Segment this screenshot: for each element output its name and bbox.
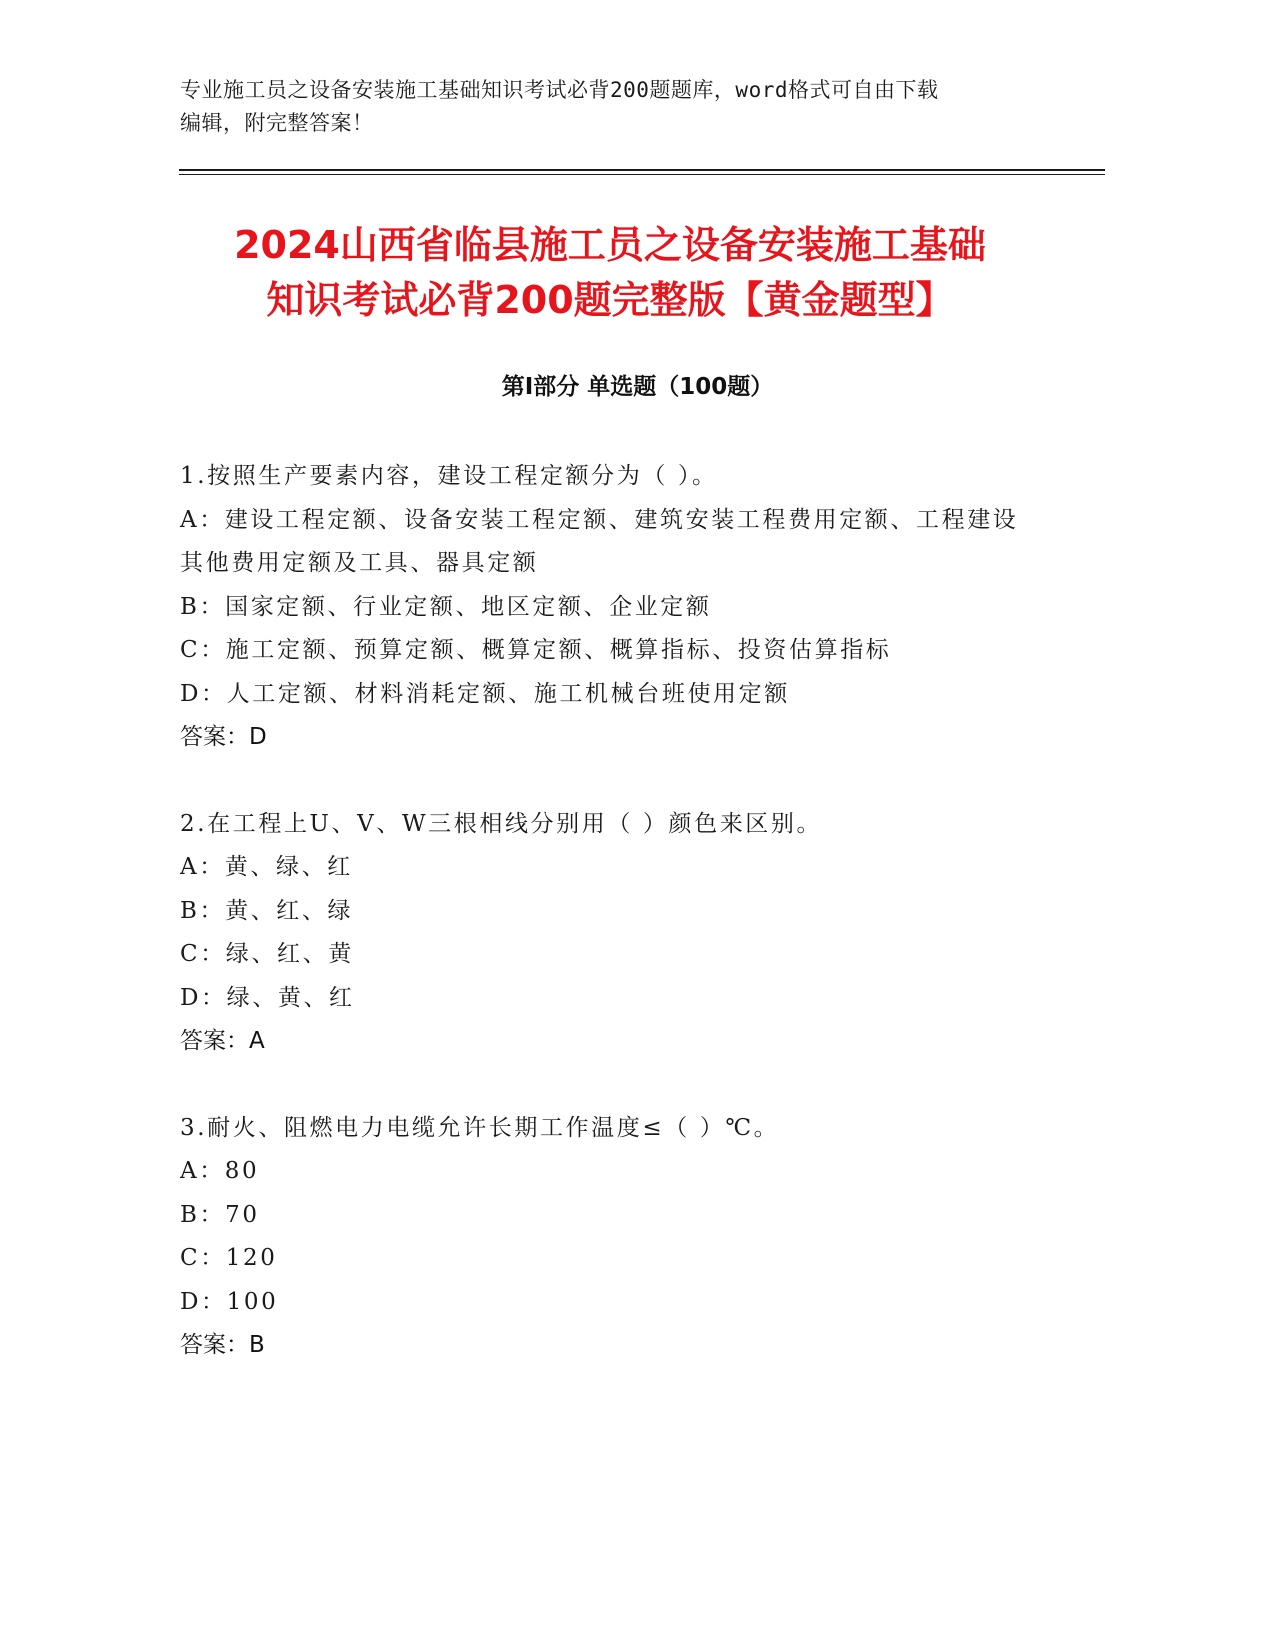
header-rule-thick (179, 169, 1105, 171)
question-1 (180, 455, 1040, 760)
option-a: A：建设工程定额、设备安装工程定额、建筑安装工程费用定额、工程建设其他费用定额及工具、器具定额 (180, 506, 1019, 576)
question-stem: 2.在工程上U、V、W三根相线分别用（ ）颜色来区别。 (180, 810, 823, 837)
answer: 答案：A (180, 1028, 265, 1054)
option-b: B：黄、红、绿 (180, 897, 354, 924)
option-c: C：绿、红、黄 (180, 941, 354, 967)
option-b: B：国家定额、行业定额、地区定额、企业定额 (180, 593, 712, 620)
answer: 答案：D (180, 724, 267, 750)
header-note-line-2: 编辑，附完整答案！ (180, 111, 374, 135)
option-a: A：黄、绿、红 (180, 854, 353, 880)
option-b: B：70 (180, 1201, 260, 1228)
section-title: 第I部分 单选题（100题） (501, 374, 774, 400)
option-a: A：80 (180, 1158, 260, 1184)
question-stem: 3.耐火、阻燃电力电缆允许长期工作温度≤（ ）℃。 (180, 1114, 780, 1141)
option-d: D：100 (180, 1288, 279, 1315)
header-note-line-1: 专业施工员之设备安装施工基础知识考试必背200题题库，word格式可自由下载 (180, 78, 939, 102)
option-d: D：人工定额、材料消耗定额、施工机械台班使用定额 (180, 680, 790, 707)
document-title-line-1: 2024山西省临县施工员之设备安装施工基础 (234, 223, 986, 267)
document-title-line-2: 知识考试必背200题完整版【黄金题型】 (266, 278, 954, 322)
option-d: D：绿、黄、红 (180, 984, 355, 1011)
option-c: C：施工定额、预算定额、概算定额、概算指标、投资估算指标 (180, 637, 892, 663)
document-title (160, 218, 1060, 328)
question-stem: 1.按照生产要素内容，建设工程定额分为（ ）。 (180, 463, 718, 489)
question-list (180, 455, 1040, 1411)
answer: 答案：B (180, 1332, 265, 1358)
header-note (180, 74, 1040, 140)
option-c: C：120 (180, 1245, 278, 1271)
header-rule-thin (179, 174, 1105, 175)
question-3 (180, 1107, 1040, 1368)
question-2 (180, 803, 1040, 1064)
